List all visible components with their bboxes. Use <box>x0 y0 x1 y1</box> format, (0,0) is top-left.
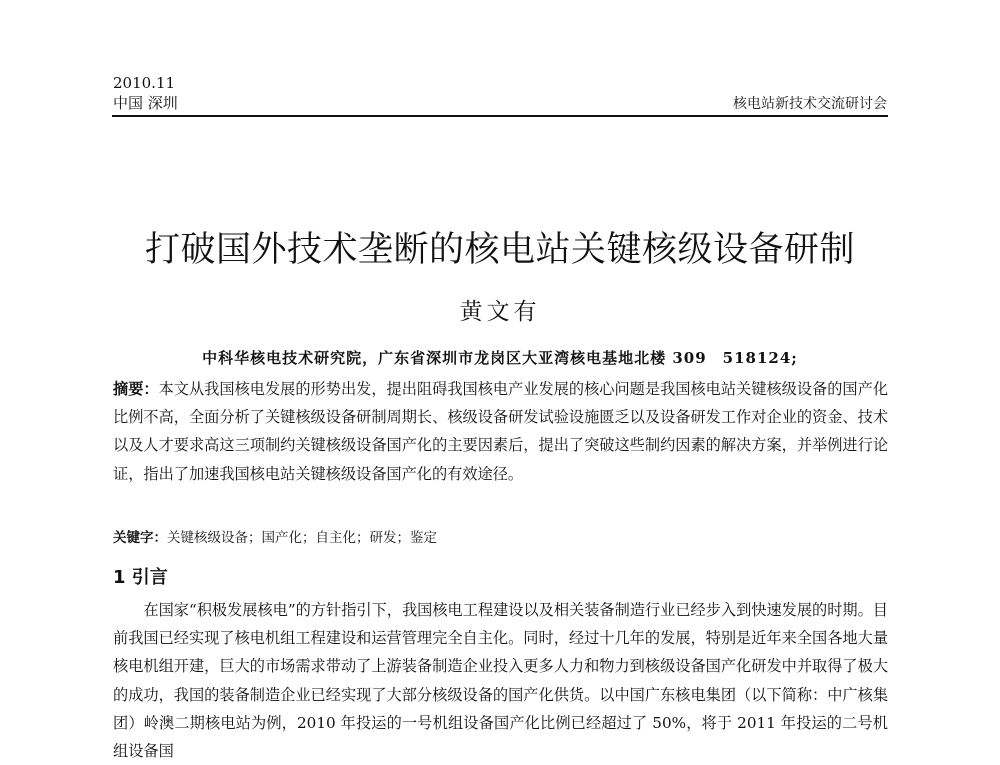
abstract-text: 本文从我国核电发展的形势出发，提出阻碍我国核电产业发展的核心问题是我国核电站关键核级设备的国产化比例不高，全面分析了关键核级设备研制周期长、核级设备研发试验设施匮乏以及设备研发工作对企业的资金、技术以及人才要求高这三项制约关键核级设备国产化的主要因素后，提出了突破这些制约因素的解决方案，并举例进行论证，指出了加速我国核电站关键核级设备国产化的有效途径。 <box>113 380 889 483</box>
keywords <box>113 526 437 546</box>
keywords-label: 关键字： <box>113 530 167 546</box>
section-heading: 1 引言 <box>113 567 168 588</box>
header-conference: 核电站新技术交流研讨会 <box>733 96 887 112</box>
header-left <box>113 73 178 113</box>
keywords-text: 关键核级设备；国产化；自主化；研发；鉴定 <box>167 530 437 546</box>
paper-affiliation: 中科华核电技术研究院，广东省深圳市龙岗区大亚湾核电基地北楼 309 518124; <box>202 349 798 367</box>
paper-title: 打破国外技术垄断的核电站关键核级设备研制 <box>144 230 855 270</box>
header-rule <box>112 115 888 117</box>
paper-author: 黄文有 <box>459 299 541 325</box>
abstract-label: 摘要： <box>113 380 159 398</box>
header-location: 中国 深圳 <box>113 94 178 112</box>
header-date: 2010.11 <box>113 74 176 92</box>
abstract <box>113 375 888 488</box>
body-paragraph: 在国家“积极发展核电”的方针指引下，我国核电工程建设以及相关装备制造行业已经步入到快速发展的时期。目前我国已经实现了核电机组工程建设和运营管理完全自主化。同时，经过十几年的发展，特别是近年来全国各地大量核电机组开建，巨大的市场需求带动了上游装备制造企业投入更多人力和物力到核级设备国产化研发中并取得了极大的成功，我国的装备制造企业已经实现了大部分核级设备的国产化供货。以中国广东核电集团（以下简称：中广核集团）岭澳二期核电站为例，2010 年投运的一号机组设备国产化比例已经超过了 50%，将于 2011 年投运的二号机组设备国 <box>113 601 888 761</box>
